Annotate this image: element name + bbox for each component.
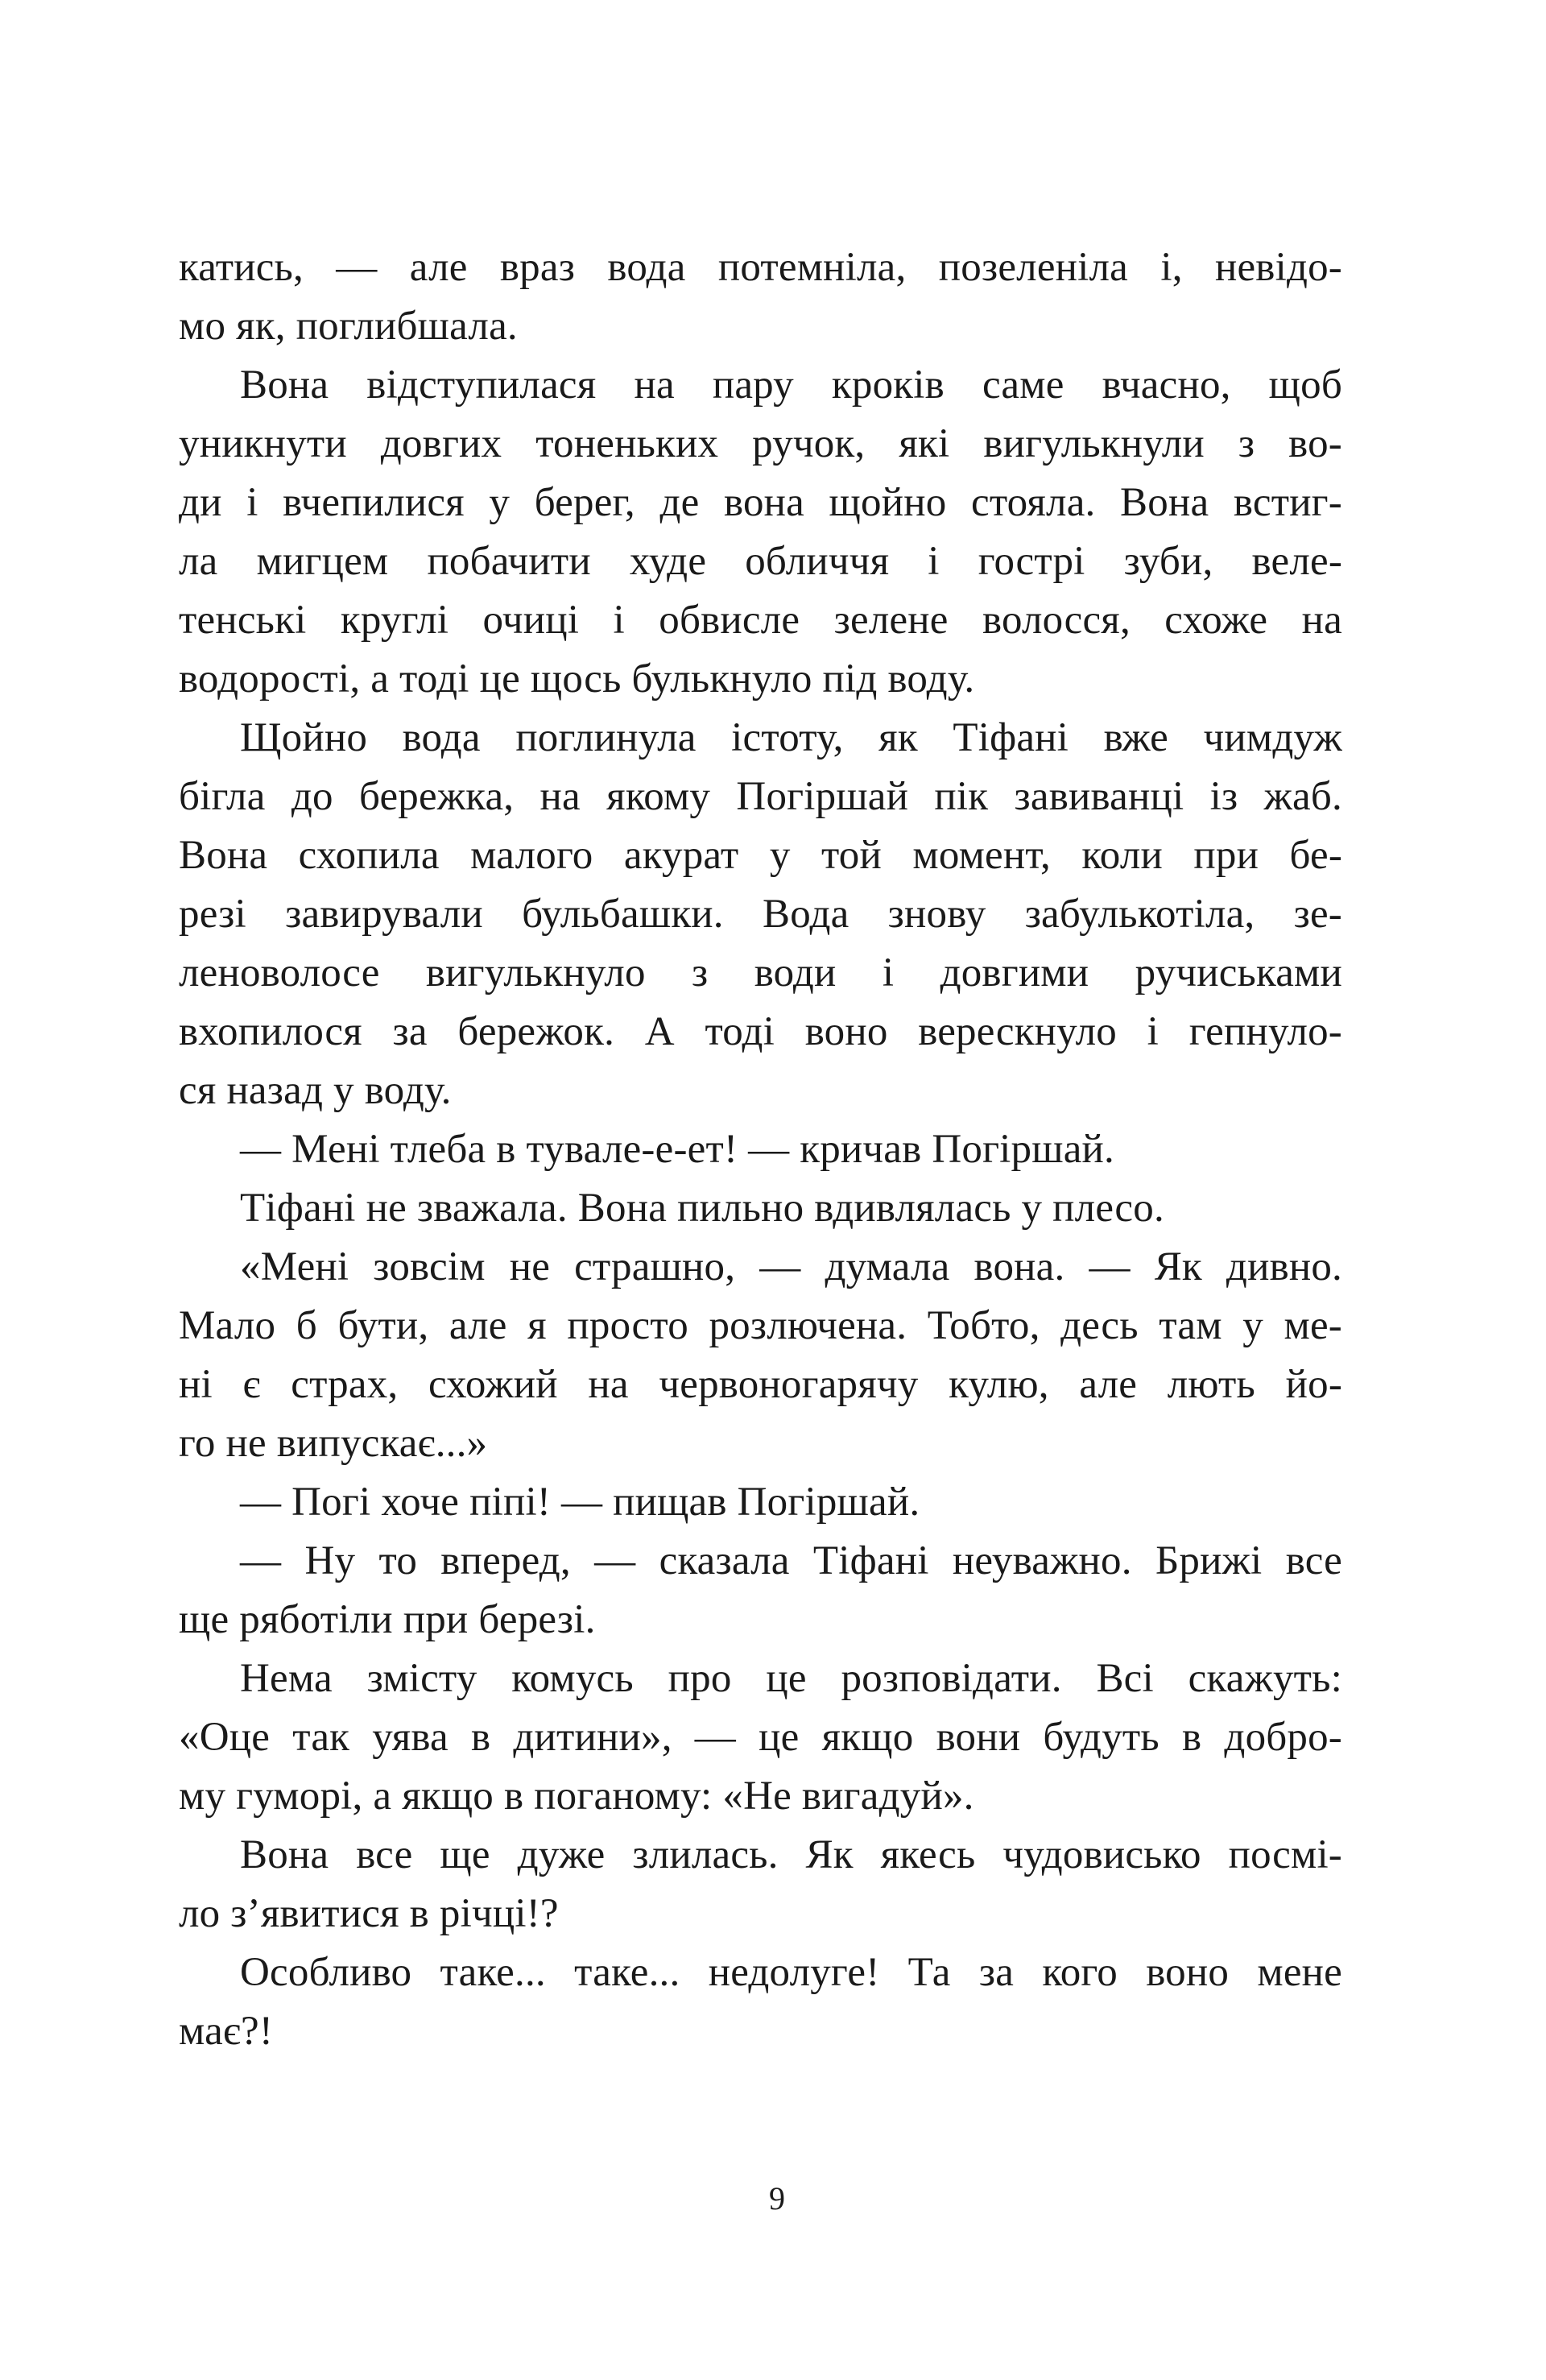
text-line: — Ну то вперед, — сказала Тіфані неуважно. Брижі все (240, 1538, 1342, 1583)
text-line: водорості, а тоді це щось булькнуло під воду. (179, 656, 975, 702)
text-line: Щойно вода поглинула істоту, як Тіфані вже чимдуж (240, 715, 1342, 760)
text-line: вхопилося за бережок. А тоді воно верескнуло і гепнуло- (179, 1009, 1342, 1054)
text-line: катись, — але враз вода потемніла, позеленіла і, невідо- (179, 245, 1342, 290)
text-line: ди і вчепилися у берег, де вона щойно стояла. Вона встиг- (179, 480, 1342, 525)
text-line: Мало б бути, але я просто розлючена. Тобто, десь там у ме- (179, 1303, 1342, 1348)
text-line: Нема змісту комусь про це розповідати. Всі скажуть: (240, 1656, 1342, 1701)
text-line: Тіфані не зважала. Вона пильно вдивлялась у плесо. (240, 1186, 1164, 1231)
paragraph (179, 709, 1342, 1120)
text-line: му гуморі, а якщо в поганому: «Не вигадуй». (179, 1774, 974, 1819)
text-line: «Оце так уява в дитини», — це якщо вони будуть в добро- (179, 1715, 1342, 1760)
text-line: — Погі хоче піпі! — пищав Погіршай. (240, 1480, 920, 1525)
paragraph (179, 238, 1342, 356)
text-line: ло з’явитися в річці!? (179, 1891, 559, 1936)
text-line: бігла до бережка, на якому Погіршай пік завиванці із жаб. (179, 774, 1342, 819)
text-line: ще ряботіли при березі. (179, 1597, 596, 1642)
text-line: ні є страх, схожий на червоногарячу кулю, але лють йо- (179, 1362, 1342, 1407)
text-line: має?! (179, 2009, 274, 2054)
paragraph (179, 1473, 1342, 1532)
text-line: Вона схопила малого акурат у той момент, коли при бе- (179, 833, 1342, 878)
paragraph (179, 1532, 1342, 1649)
text-line: уникнути довгих тоненьких ручок, які вигулькнули з во- (179, 421, 1342, 466)
text-line: ся назад у воду. (179, 1068, 452, 1113)
text-line: леноволосе вигулькнуло з води і довгими ручиськами (179, 950, 1342, 995)
text-line: резі завирували бульбашки. Вода знову забулькотіла, зе- (179, 892, 1342, 937)
text-line: мо як, поглибшала. (179, 304, 518, 349)
text-line: го не випускає...» (179, 1421, 488, 1466)
text-line: Вона все ще дуже злилась. Як якесь чудовисько посмі- (240, 1832, 1342, 1877)
text-line: Особливо таке... таке... недолуге! Та за кого воно мене (240, 1950, 1342, 1995)
paragraph (179, 1238, 1342, 1473)
text-line: Вона відступилася на пару кроків саме вчасно, щоб (240, 362, 1342, 408)
text-line: тенські круглі очиці і обвисле зелене волосся, схоже на (179, 598, 1342, 643)
paragraph (179, 1943, 1342, 2061)
body-text (179, 238, 1342, 2061)
paragraph (179, 1826, 1342, 1943)
paragraph (179, 1120, 1342, 1179)
text-line: — Мені тлеба в тувале-е-ет! — кричав Погіршай. (240, 1127, 1115, 1172)
paragraph (179, 356, 1342, 709)
text-line: «Мені зовсім не страшно, — думала вона. — Як дивно. (240, 1244, 1342, 1289)
page-number: 9 (769, 2180, 785, 2217)
text-line: ла мигцем побачити худе обличчя і гострі зуби, веле- (179, 539, 1342, 584)
paragraph (179, 1179, 1342, 1238)
paragraph (179, 1649, 1342, 1826)
